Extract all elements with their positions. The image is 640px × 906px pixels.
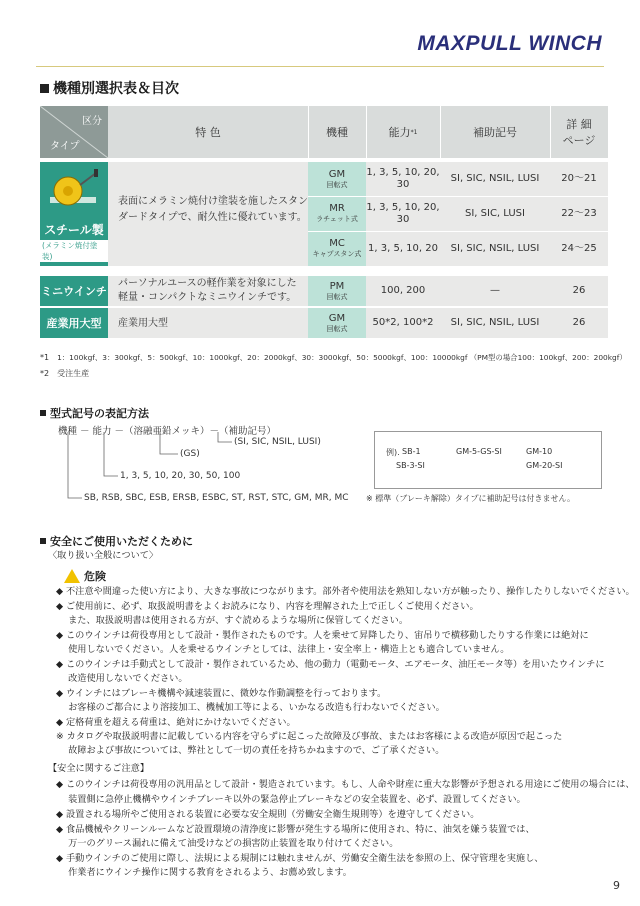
danger-line: また、取扱説明書は使用される方が、すぐ読めるような場所に保管してください。 (56, 615, 409, 626)
mini-suffix: — (490, 285, 500, 296)
steel-desc-line2: ダードタイプで、耐久性に優れています。 (118, 212, 307, 223)
danger-heading (64, 568, 106, 584)
mini-label: ミニウインチ (41, 285, 107, 298)
danger-line: ◆ このウインチは荷役専用として設計・製作されたものです。人を乗せて昇降したり、宙吊りで横移動したりする作業には絶対に (56, 630, 589, 641)
header-page-line2: ページ (562, 134, 596, 147)
warning-icon (64, 569, 80, 583)
industrial-suffix: SI, SIC, NSIL, LUSI (450, 317, 540, 328)
footnote-1-mark: *1 (40, 353, 50, 362)
model-name: MC (329, 238, 345, 250)
safety-title: 【安全に関するご注意】 (48, 763, 150, 774)
model-name: GM (328, 312, 346, 324)
header-category: 区分 (82, 116, 102, 127)
safety-line: ◆ 食品機械やクリーンルームなど設置環境の清浄度に影響が発生する場所に使用され、特に、油気を嫌う装置では、 (56, 824, 535, 835)
danger-line: お客様のご都合により溶接加工、機械加工等による、いかなる改造も行わないでください。 (56, 702, 445, 713)
industrial-capacity: 50*2, 100*2 (372, 317, 434, 328)
example-4: SB-3-SI (396, 461, 425, 470)
steel-row2-capacity: 1, 3, 5, 10, 20, 30 (366, 201, 440, 225)
footnote-1-text: 1：100kgf、3：300kgf、5：500kgf、10：1000kgf、20：2000kgf、30：3000kgf、50：5000kgf、100：10000kgf （PM型の場合100：100kgf、200：200kgf） (57, 353, 627, 362)
steel-row3-capacity: 1, 3, 5, 10, 20 (368, 242, 438, 254)
page-number: 9 (613, 879, 620, 892)
model-name: MR (329, 203, 345, 215)
safety-line: 万一のグリース漏れに備えて油受けなどの損害防止装置を取り付けてください。 (56, 838, 399, 849)
example-5: GM-20-SI (526, 461, 563, 470)
header-suffix: 補助記号 (473, 126, 517, 139)
steel-row3-page: 24～25 (561, 242, 597, 254)
safety-line: ◆ このウインチは荷役専用の汎用品として設計・製造されています。もし、人命や財産に重大な影響が予想される用途にご使用の場合には、 (56, 779, 635, 790)
header-page-line1: 詳 細 (566, 118, 592, 131)
danger-line: ◆ このウインチは手動式として設計・製作されているため、他の動力（電動モータ、エアモータ、油圧モータ等）を用いたウインチに (56, 659, 605, 670)
industrial-label: 産業用大型 (46, 317, 102, 330)
danger-line: 使用しないでください。人を乗せるウインチとしては、法律上・安全率上・構造上とも適合していません。 (56, 644, 510, 655)
model-sub: 回転式 (326, 180, 348, 189)
example-3: GM-10 (526, 447, 553, 456)
notation-line1: 機種 － 能力 －（溶融亜鉛メッキ）－（補助記号） (58, 426, 277, 437)
example-2: GM-5-GS-SI (456, 447, 502, 456)
header-capacity: 能力 (388, 126, 411, 139)
danger-line: ◆ ご使用前に、必ず、取扱説明書をよくお読みになり、内容を理解された上で正しくご使用ください。 (56, 601, 479, 612)
steel-label: スチール製 (44, 223, 104, 237)
section2-title: 型式記号の表記方法 (50, 407, 149, 420)
header-capacity-note: *1 (410, 128, 418, 136)
footnote-2-text: 受注生産 (57, 369, 90, 378)
mini-capacity: 100, 200 (380, 285, 426, 296)
section-title-safety (40, 533, 193, 549)
brand-logo: MAXPULL WINCH (417, 32, 602, 55)
safety-line: ◆ 手動ウインチのご使用に際し、法規による規制には触れませんが、労働安全衛生法を参照の上、保守管理を実施し、 (56, 853, 544, 864)
model-sub: ラチェット式 (316, 215, 358, 224)
model-sub: 回転式 (326, 292, 348, 301)
danger-line: 改造使用しないでください。 (56, 673, 188, 684)
header-model: 機種 (326, 126, 348, 139)
steel-row1-capacity: 1, 3, 5, 10, 20, 30 (366, 167, 440, 190)
steel-row3-suffix: SI, SIC, NSIL, LUSI (450, 242, 540, 254)
steel-row2-suffix: SI, SIC, LUSI (465, 207, 525, 219)
model-name: PM (329, 280, 345, 292)
footnote-2-mark: *2 (40, 369, 50, 378)
model-sub: キャプスタン式 (312, 250, 362, 259)
industrial-page: 26 (572, 317, 586, 328)
steel-desc-line1: 表面にメラミン焼付け塗装を施したスタン (118, 196, 308, 207)
mini-desc-line2: 軽量・コンパクトなミニウインチです。 (118, 292, 297, 303)
model-name: GM (328, 168, 346, 180)
safety-line: 装置側に急停止機構やウインチブレーキ以外の緊急停止ブレーキなどの安全装置を、必ず、設置してください。 (56, 794, 526, 805)
steel-sublabel: (メラミン焼付塗装) (40, 240, 108, 262)
handling-title: 〈取り扱い全般について〉 (48, 550, 159, 561)
model-sub: 回転式 (326, 324, 348, 333)
section1-title: 機種別選択表＆目次 (53, 81, 179, 97)
notation-suffix: (SI, SIC, NSIL, LUSI) (234, 437, 321, 447)
danger-line: ※ カタログや取扱説明書に記載している内容を守らずに起こった故障及び事故、またはお客様による改造が原因で起こった (56, 731, 563, 742)
safety-line: 作業者にウインチ操作に関する教育をされるよう、お薦め致します。 (56, 867, 352, 878)
example-1: SB-1 (402, 447, 421, 456)
steel-row1-page: 20～21 (561, 173, 597, 184)
danger-title: 危険 (84, 570, 106, 583)
header-type: タイプ (50, 141, 80, 152)
mini-desc-line1: パーソナルユースの軽作業を対象にした (118, 278, 297, 289)
danger-line: 故障および事故については、弊社として一切の責任を持ちかねますので、ご了承ください。 (56, 745, 445, 756)
section3-title: 安全にご使用いただくために (50, 535, 193, 548)
danger-line: ◆ 不注意や間違った使い方により、大きな事故につながります。部外者や使用法を熟知しない方が触ったり、操作したりしないでください。 (56, 586, 635, 597)
mini-page: 26 (572, 285, 586, 296)
example-label: 例). (386, 448, 400, 457)
example-box (374, 431, 602, 489)
danger-line: ◆ 定格荷重を超える荷重は、絶対にかけないでください。 (56, 717, 296, 728)
industrial-description: 産業用大型 (118, 318, 168, 329)
square-bullet-icon (40, 538, 46, 544)
danger-line: ◆ ウインチにはブレーキ機構や減速装置に、微妙な作動調整を行っております。 (56, 688, 387, 699)
example-note: ※ 標準（ブレーキ解除）タイプに補助記号は付きません。 (366, 494, 576, 503)
notation-capacity: 1, 3, 5, 10, 20, 30, 50, 100 (120, 471, 241, 481)
steel-row1-suffix: SI, SIC, NSIL, LUSI (450, 173, 540, 184)
notation-models: SB, RSB, SBC, ESB, ERSB, ESBC, ST, RST, STC, GM, MR, MC (84, 493, 349, 503)
header-features: 特 色 (195, 126, 221, 139)
steel-row2-page: 22～23 (561, 207, 597, 219)
notation-gs: (GS) (180, 449, 200, 459)
safety-line: ◆ 設置される場所やご使用される装置に必要な安全規則（労働安全衛生規則等）を遵守してください。 (56, 809, 480, 820)
